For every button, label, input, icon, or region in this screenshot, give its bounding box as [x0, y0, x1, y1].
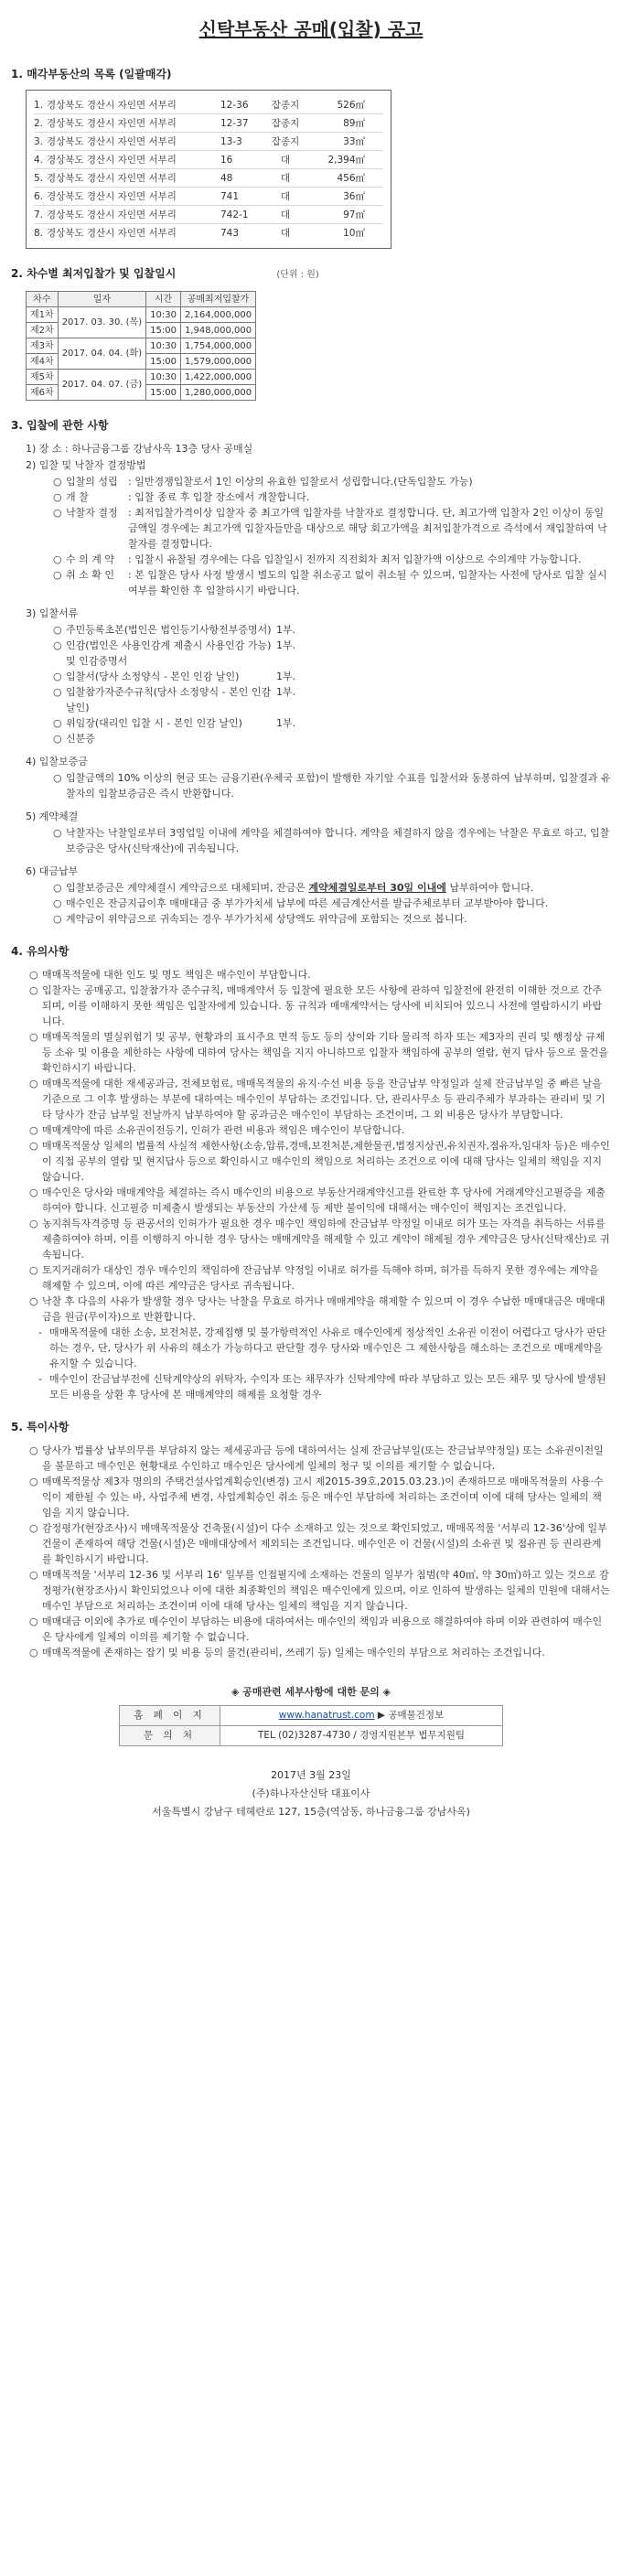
caution-item [22, 967, 611, 982]
deposit-item [26, 770, 611, 801]
property-no: 8. [34, 228, 44, 239]
property-no: 1. [34, 100, 44, 111]
property-address: 경상북도 경산시 자인면 서부리 [47, 155, 177, 166]
bullet-icon: ○ [29, 1295, 38, 1307]
price-cell: 1,948,000,000 [180, 323, 255, 338]
property-row [34, 224, 383, 242]
property-address: 경상북도 경산시 자인면 서부리 [47, 118, 177, 129]
section-1-heading: 1. 매각부동산의 목록 (일괄매각) [11, 68, 172, 80]
property-lot: 13-3 [220, 136, 242, 147]
bullet-icon: ○ [53, 772, 62, 784]
special-item [22, 1443, 611, 1474]
bullet-icon: ○ [53, 686, 62, 698]
special-text: 매매목적물 '서부리 12-36 및 서부리 16' 일부를 인접필지에 소재하는 건물의 일부가 침범(약 40㎡, 약 30㎡)하고 있는 것으로 감정평가(현장조사)시 확인되었으나 이에 대한 최종확인의 책임은 매수인에게 있으며, 이로 인하여 발생하는 일체의 민원에 대해서는 매수인 부담으로 처리하는 조건이며 이에 대해 당사는 일체의 책임을 지지 않습니다. [42, 1569, 610, 1612]
document-item [26, 622, 611, 638]
payment-text-a: 입찰보증금은 계약체결시 계약금으로 대체되며, 잔금은 [66, 882, 306, 894]
method-item [26, 474, 611, 489]
caution-text: 매매목적물상 일체의 법률적 사실적 제한사항(소송,압류,경매,보전처분,제한물권,법정지상권,유치권자,점유자,임대차 등)은 매수인이 직접 공부의 열람 및 현지답사 등으로 확인하시고 매수인의 책임으로 처리하는 조건으로 이에 대해 당사는 일체의 책임을 지지 않습니다. [42, 1140, 610, 1183]
round-cell: 제3차 [27, 338, 59, 354]
caution-subtext: 매매목적물에 대한 소송, 보전처분, 강제집행 및 불가항력적인 사유로 매수인에게 정상적인 소유권 이전이 어렵다고 당사가 판단하는 경우, 단, 당사가 위 사유의 해소가 가능하다고 판단할 경우 당사와 매수인은 그 제한사항을 해소하는 조건으로 매매계약을 유지할 수 있습니다. [49, 1326, 606, 1369]
bullet-icon: ○ [29, 1218, 38, 1229]
method-item [26, 567, 611, 598]
time-cell: 10:30 [146, 307, 181, 323]
property-no: 2. [34, 118, 44, 129]
property-row [34, 114, 383, 133]
special-text: 감정평가(현장조사)시 매매목적물상 건축물(시설)이 다수 소재하고 있는 것으로 확인되었고, 매매목적물 '서부리 12-36'상에 일부 건물이 존재하여 해당 건물(시설)은 매매대상에서 제외되는 조건입니다. 매수인은 이 건물(시설)의 소유권 및 점유권 등 권리관계를 확인하시기 바랍니다. [42, 1522, 607, 1565]
price-cell: 2,164,000,000 [180, 307, 255, 323]
phone-value: TEL (02)3287-4730 / 경영지원본부 법무지원팀 [220, 1726, 503, 1746]
round-cell: 제1차 [27, 307, 59, 323]
special-item [22, 1474, 611, 1520]
property-area: 526㎡ [337, 100, 365, 111]
contract-heading: 5) 계약체결 [26, 810, 79, 822]
bullet-icon: ○ [29, 969, 38, 981]
property-list [26, 90, 391, 249]
property-type: 잡종지 [271, 100, 300, 111]
table-row [27, 338, 256, 354]
caution-item [22, 1076, 611, 1122]
deposit-text: 입찰금액의 10% 이상의 현금 또는 금융기관(우체국 포함)이 발행한 자기앞 수표를 입찰서와 동봉하여 납부하며, 입찰결과 유찰자의 입찰보증금은 즉시 반환합니다. [66, 772, 611, 800]
method-value: : 입찰 종료 후 입찰 장소에서 개찰합니다. [128, 491, 310, 503]
property-address: 경상북도 경산시 자인면 서부리 [47, 100, 177, 111]
document-item [26, 638, 611, 669]
property-no: 6. [34, 191, 44, 202]
property-no: 4. [34, 155, 44, 166]
property-type: 대 [280, 155, 291, 166]
documents-list [26, 622, 611, 746]
bullet-icon: ○ [53, 671, 62, 682]
section-3-body [26, 441, 611, 927]
special-text: 매매목적물상 제3자 명의의 주택건설사업계획승인(변경) 고시 제2015-39호,2015.03.23.)이 존재하므로 매매목적물의 사용·수익이 제한될 수 있는 바, 사업주체 변경, 사업계획승인 취소 등은 매수인 부담하에 처리하는 조건이며 이에 대해 당사는 일체의 책임을 지지 않습니다. [42, 1476, 604, 1519]
bullet-icon: ○ [53, 913, 62, 925]
caution-text: 매수인은 당사와 매매계약을 체결하는 즉시 매수인의 비용으로 부동산거래계약신고를 완료한 후 당사에 거래계약신고필증을 제출하여야 합니다. 신고필증 미제출시 발생되는 부동산의 가산세 등 제반 불이익에 대해서는 매수인이 책임지는 조건입니다. [42, 1186, 606, 1214]
caution-item [22, 1293, 611, 1325]
caution-subitem [22, 1325, 611, 1371]
contact-box [119, 1684, 503, 1746]
document-name: 위임장(대리인 입찰 시 - 본인 인감 날인) [66, 717, 242, 729]
bullet-icon: ○ [29, 1124, 38, 1136]
property-lot: 12-36 [220, 100, 249, 111]
document-qty: 1부. [276, 624, 296, 636]
website-cell [220, 1706, 503, 1726]
table-row [27, 370, 256, 385]
payment-item [26, 911, 611, 927]
document-item [26, 731, 611, 746]
property-area: 36㎡ [343, 191, 365, 202]
property-type: 대 [280, 191, 291, 202]
method-item [26, 489, 611, 505]
deposit-heading: 4) 입찰보증금 [26, 756, 88, 767]
payment-item [26, 880, 611, 896]
property-lot: 741 [220, 191, 240, 202]
round-cell: 제4차 [27, 354, 59, 370]
location-line: 1) 장 소 : 하나금융그룹 강남사옥 13층 당사 공매실 [26, 443, 253, 455]
caution-item [22, 982, 611, 1029]
document-qty: 1부. [276, 686, 296, 698]
document-item [26, 715, 611, 731]
bullet-icon: ○ [29, 1078, 38, 1089]
table-header-row [27, 292, 256, 307]
website-suffix: ▶ 공매물건정보 [377, 1710, 445, 1721]
property-lot: 12-37 [220, 118, 249, 129]
payment-text: 계약금이 위약금으로 귀속되는 경우 부가가치세 상당액도 위약금에 포함되는 것으로 봅니다. [66, 913, 467, 925]
bullet-icon: ○ [53, 733, 62, 745]
section-2-title: 2. 차수별 최저입찰가 및 입찰일시 [11, 267, 177, 280]
date-cell: 2017. 04. 07. (금) [58, 370, 145, 401]
property-row [34, 151, 383, 169]
round-cell: 제5차 [27, 370, 59, 385]
property-type: 잡종지 [271, 136, 300, 147]
rounds-table [26, 291, 256, 401]
date-cell: 2017. 04. 04. (화) [58, 338, 145, 370]
special-text: 매매목적물에 존재하는 잡기 및 비용 등의 물건(관리비, 쓰레기 등) 일체는 매수인의 부담으로 처리하는 조건입니다. [42, 1647, 545, 1658]
method-key: 입찰의 성립 [66, 476, 118, 488]
bullet-icon: ○ [29, 984, 38, 996]
property-row [34, 169, 383, 188]
caution-text: 매매목적물에 대한 재세공과금, 전체보험료, 매매목적물의 유지·수선 비용 등을 잔금납부 약정일과 실제 잔금납부일 중 빠른 날을 기준으로 그 이후 발생하는 부분에 대하여는 매수인이 부담하는 조건입니다. 단, 관리사무소 등 관리주체가 부과하는 관리비 및 기타 당사가 잔금 납부일 전날까지 납부하여야 할 공과금은 매수인이 부담하는 조건이며, 그 외 비용은 당사가 부담합니다. [42, 1078, 606, 1121]
payment-item [26, 896, 611, 911]
document-name: 주민등록초본(법인은 법인등기사항전부증명서) [66, 624, 272, 636]
section-2-heading [11, 265, 611, 284]
method-key: 취 소 확 인 [66, 569, 114, 581]
bullet-icon: ○ [53, 476, 62, 488]
bullet-icon: ○ [29, 1615, 38, 1627]
bullet-icon: ○ [53, 882, 62, 894]
property-area: 456㎡ [337, 173, 365, 184]
property-area: 10㎡ [343, 228, 365, 239]
method-item [26, 505, 611, 552]
document-name: 입찰서(당사 소정양식 - 본인 인감 날인) [66, 671, 240, 682]
caution-subitem [22, 1371, 611, 1402]
special-text: 당사가 법률상 납부의무를 부담하지 않는 제세공과금 등에 대하여서는 실제 잔금납부일(또는 잔금납부약정일) 또는 소유권이전일을 불문하고 매수인은 현황대로 수인하고 매수인은 당사에게 일체의 청구 및 이의를 제기할 수 없습니다. [42, 1444, 604, 1472]
document-name: 인감(법인은 사용인감계 제출시 사용인감 가능) 및 인감증명서 [66, 639, 272, 667]
column-header: 공매최저입찰가 [180, 292, 255, 307]
payment-deadline: 계약체결일로부터 30일 이내에 [308, 882, 446, 894]
contact-row [120, 1706, 503, 1726]
documents-heading: 3) 입찰서류 [26, 607, 79, 619]
time-cell: 15:00 [146, 323, 181, 338]
property-area: 97㎡ [343, 209, 365, 220]
bullet-icon: ○ [29, 1647, 38, 1658]
special-item [22, 1520, 611, 1567]
payment-text: 매수인은 잔금지급이후 매매대금 중 부가가치세 납부에 따른 세금계산서를 발급주체로부터 교부받아야 합니다. [66, 897, 549, 909]
time-cell: 10:30 [146, 370, 181, 385]
bullet-icon: ○ [29, 1140, 38, 1152]
caution-text: 매매계약에 따른 소유권이전등기, 인허가 관련 비용과 책임은 매수인이 부담합니다. [42, 1124, 405, 1136]
caution-text: 입찰자는 공매공고, 입찰참가자 준수규칙, 매매계약서 등 입찰에 필요한 모든 사항에 관하여 입찰전에 완전히 이해한 것으로 간주되며, 이를 이해하지 못한 책임은 입찰자에게 있습니다. 동 규칙과 매매계약서는 당사에 비치되어 있으니 사전에 열람하시기 바랍니다. [42, 984, 602, 1027]
bullet-icon: ○ [53, 553, 62, 565]
property-no: 7. [34, 209, 44, 220]
time-cell: 15:00 [146, 354, 181, 370]
property-row [34, 133, 383, 151]
bullet-icon: ○ [29, 1569, 38, 1581]
dash-icon: - [38, 1326, 42, 1338]
bullet-icon: ○ [53, 827, 62, 839]
bullet-icon: ○ [29, 1031, 38, 1043]
contact-table [119, 1705, 503, 1746]
section-4-heading: 4. 유의사항 [11, 945, 70, 958]
property-area: 2,394㎡ [327, 155, 365, 166]
bullet-icon: ○ [53, 639, 62, 651]
caution-item [22, 1216, 611, 1262]
document-name: 입찰참가자준수규칙(당사 소정양식 - 본인 인감 날인) [66, 686, 272, 714]
bullet-icon: ○ [29, 1186, 38, 1198]
caution-text: 매매목적물에 대한 인도 및 명도 책임은 매수인이 부담합니다. [42, 969, 311, 981]
property-lot: 742-1 [220, 209, 249, 220]
property-address: 경상북도 경산시 자인면 서부리 [47, 209, 177, 220]
caution-list [11, 967, 611, 1402]
property-area: 33㎡ [343, 136, 365, 147]
caution-text: 토지거래허가 대상인 경우 매수인의 책임하에 잔금납부 약정일 이내로 허가를 득해야 하며, 허가를 득하지 못한 경우에는 계약을 해제할 수 있으며, 이에 따른 계약금은 당사로 귀속됩니다. [42, 1264, 599, 1292]
property-row [34, 188, 383, 206]
bullet-icon: ○ [53, 507, 62, 519]
property-row [34, 206, 383, 224]
document-name: 신분증 [66, 733, 95, 745]
caution-subtext: 매수인이 잔금납부전에 신탁계약상의 위탁자, 수익자 또는 채무자가 신탁계약에 따라 부담하고 있는 모든 채무 및 당사에 발생된 모든 비용을 상환 후 당사에 본 매매계약의 해제를 요청할 경우 [49, 1373, 606, 1401]
method-value: : 최저입찰가격이상 입찰자 중 최고가액 입찰자를 낙찰자로 결정합니다. 단, 최고가액 입찰자 2인 이상이 동일금액일 경우에는 최고가액 입찰자들만을 대상으로 해당 회고가액을 최저입찰가격으로 즉석에서 재입찰하여 낙찰자를 결정합니다. [128, 507, 607, 550]
price-cell: 1,280,000,000 [180, 385, 255, 401]
price-cell: 1,422,000,000 [180, 370, 255, 385]
document-qty: 1부. [276, 671, 296, 682]
column-header: 차수 [27, 292, 59, 307]
table-row [27, 307, 256, 323]
price-cell: 1,579,000,000 [180, 354, 255, 370]
special-item [22, 1567, 611, 1614]
document-item [26, 669, 611, 684]
bullet-icon: ○ [29, 1444, 38, 1456]
caution-item [22, 1122, 611, 1138]
document [11, 16, 611, 1821]
bullet-icon: ○ [29, 1476, 38, 1487]
footer-company: (주)하나자산신탁 대표이사 [252, 1787, 370, 1799]
property-type: 잡종지 [271, 118, 300, 129]
caution-item [22, 1029, 611, 1076]
bullet-icon: ○ [53, 569, 62, 581]
property-type: 대 [280, 228, 291, 239]
method-item [26, 552, 611, 567]
bullet-icon: ○ [53, 717, 62, 729]
bullet-icon: ○ [53, 897, 62, 909]
round-cell: 제6차 [27, 385, 59, 401]
website-label: 홈 페 이 지 [120, 1706, 220, 1726]
property-lot: 48 [220, 173, 233, 184]
footer-date: 2017년 3월 23일 [271, 1769, 351, 1781]
unit-label: (단위 : 원) [276, 270, 319, 280]
bullet-icon: ○ [53, 624, 62, 636]
method-heading: 2) 입찰 및 낙찰자 결정방법 [26, 459, 146, 471]
property-address: 경상북도 경산시 자인면 서부리 [47, 173, 177, 184]
phone-label: 문 의 처 [120, 1726, 220, 1746]
property-row [34, 96, 383, 114]
method-value: : 본 입찰은 당사 사정 발생시 별도의 입찰 취소공고 없이 취소될 수 있으며, 입찰자는 사전에 당사로 입찰 실시 여부를 확인한 후 입찰하시기 바랍니다. [128, 569, 607, 596]
bullet-icon: ○ [53, 491, 62, 503]
caution-item [22, 1185, 611, 1216]
round-cell: 제2차 [27, 323, 59, 338]
website-link[interactable]: www.hanatrust.com [278, 1710, 375, 1721]
bullet-icon: ○ [29, 1522, 38, 1534]
caution-text: 농지취득자격증명 등 관공서의 인허가가 필요한 경우 매수인 책임하에 잔금납부 약정일 이내로 허가 또는 자격을 취득하는 서류를 제출하여야 하며, 이를 이행하지 아니한 경우 당사는 매매계약을 해제할 수 있고 계약이 해제될 경우 계약금은 당사(신탁재산)로 귀속됩니다. [42, 1218, 610, 1261]
special-list [11, 1443, 611, 1660]
page-title: 신탁부동산 공매(입찰) 공고 [198, 18, 424, 40]
footer-address: 서울특별시 강남구 테헤란로 127, 15층(역삼동, 하나금융그룹 강남사옥) [152, 1806, 470, 1818]
property-no: 5. [34, 173, 44, 184]
document-qty: 1부. [276, 717, 296, 729]
property-lot: 743 [220, 228, 240, 239]
property-type: 대 [280, 209, 291, 220]
dash-icon: - [38, 1373, 42, 1385]
section-3-heading: 3. 입찰에 관한 사항 [11, 419, 109, 432]
contract-text: 낙찰자는 낙찰일로부터 3영업일 이내에 계약을 체결하여야 합니다. 계약을 체결하지 않을 경우에는 낙찰은 무효로 하고, 입찰보증금은 당사(신탁재산)에 귀속됩니다. [66, 827, 610, 854]
contact-title: ◈ 공매관련 세부사항에 대한 문의 ◈ [231, 1686, 391, 1698]
document-qty: 1부. [276, 639, 296, 651]
time-cell: 15:00 [146, 385, 181, 401]
property-address: 경상북도 경산시 자인면 서부리 [47, 136, 177, 147]
footer [11, 1766, 611, 1821]
method-key: 개 찰 [66, 491, 89, 503]
property-address: 경상북도 경산시 자인면 서부리 [47, 191, 177, 202]
property-lot: 16 [220, 155, 233, 166]
method-key: 낙찰자 결정 [66, 507, 118, 519]
column-header: 일자 [58, 292, 145, 307]
time-cell: 10:30 [146, 338, 181, 354]
payment-heading: 6) 대금납부 [26, 865, 79, 877]
caution-text: 낙찰 후 다음의 사유가 발생할 경우 당사는 낙찰을 무효로 하거나 매매계약을 해제할 수 있으며 이 경우 수납한 매매대금은 매매대금을 원금(무이자)으로 반환합니다. [42, 1295, 606, 1323]
document-item [26, 684, 611, 715]
special-item [22, 1614, 611, 1645]
caution-item [22, 1138, 611, 1185]
contract-item [26, 825, 611, 856]
caution-item [22, 1262, 611, 1293]
contact-row [120, 1726, 503, 1746]
property-area: 89㎡ [343, 118, 365, 129]
method-key: 수 의 계 약 [66, 553, 114, 565]
method-value: : 입찰시 유찰될 경우에는 다음 입찰일시 전까지 직전회차 최저 입찰가액 이상으로 수의계약 가능합니다. [128, 553, 582, 565]
section-5-heading: 5. 특이사항 [11, 1421, 70, 1433]
property-type: 대 [280, 173, 291, 184]
date-cell: 2017. 03. 30. (목) [58, 307, 145, 338]
property-address: 경상북도 경산시 자인면 서부리 [47, 228, 177, 239]
special-item [22, 1645, 611, 1660]
column-header: 시간 [146, 292, 181, 307]
property-no: 3. [34, 136, 44, 147]
price-cell: 1,754,000,000 [180, 338, 255, 354]
payment-text-c: 납부하여야 합니다. [449, 882, 534, 894]
payment-text [66, 880, 611, 896]
bullet-icon: ○ [29, 1264, 38, 1276]
method-value: : 일반경쟁입찰로서 1인 이상의 유효한 입찰로서 성립합니다.(단독입찰도 가능) [128, 476, 473, 488]
special-text: 매매대금 이외에 추가로 매수인이 부담하는 비용에 대하여서는 매수인의 책임과 비용으로 해결하여야 하며 이와 관련하여 매수인은 당사에게 일체의 이의를 제기할 수 없습니다. [42, 1615, 603, 1643]
caution-text: 매매목적물의 멸실위험기 및 공부, 현황과의 표시주요 면적 등도 등의 상이와 기타 물리적 하자 또는 제3자의 권리 및 행정상 규제 등 소유 및 이용을 제한하는 사항에 대하여 당사는 책임을 지지 아니하므로 입찰자 책임하에 공부의 열람, 현지 답사 등으로 물건을 확인하시기 바랍니다. [42, 1031, 608, 1074]
